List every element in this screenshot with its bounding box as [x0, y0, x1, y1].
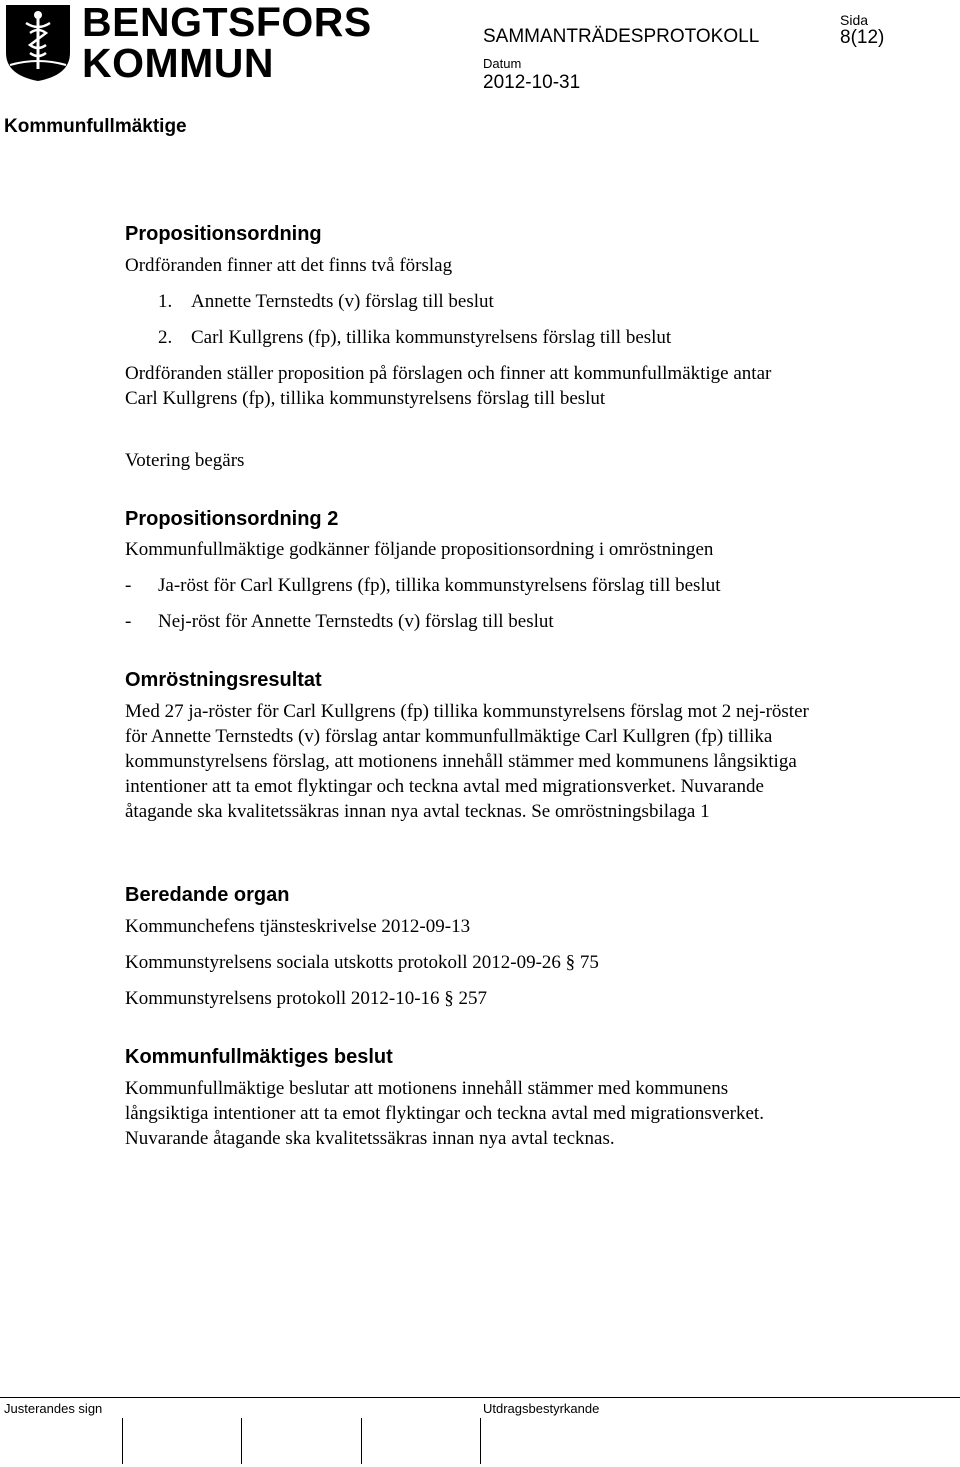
- beslut-paragraph: Kommunfullmäktige beslutar att motionens innehåll stämmer med kommunens långsiktiga intentioner att ta emot flyktingar och teckna avtal med migrationsverket. Nuvarande åtagande ska kvalitetssäkras innan nya avtal tecknas.: [125, 1078, 764, 1149]
- municipality-coat-of-arms-logo: [4, 3, 72, 83]
- signature-divider: [122, 1418, 123, 1464]
- org-name-line2: KOMMUN: [82, 40, 275, 86]
- page-number: 8(12): [840, 27, 885, 48]
- page-label: Sida: [840, 12, 869, 28]
- document-type: SAMMANTRÄDESPROTOKOLL: [483, 26, 760, 47]
- list-item-text: Nej-röst för Annette Ternstedts (v) förslag till beslut: [158, 611, 554, 632]
- meeting-date: 2012-10-31: [483, 72, 581, 93]
- governing-body: Kommunfullmäktige: [4, 116, 187, 137]
- section-heading-beredande-organ: Beredande organ: [125, 884, 290, 906]
- list-dash: -: [125, 575, 132, 596]
- prop-intro: Ordföranden finner att det finns två förslag: [125, 255, 453, 276]
- date-label: Datum: [483, 56, 522, 71]
- prop-item-1-text: Annette Ternstedts (v) förslag till beslut: [191, 291, 494, 312]
- prop-paragraph: Ordföranden ställer proposition på förslagen och finner att kommunfullmäktige antar Carl Kullgrens (fp), tillika kommunstyrelsens förslag till beslut: [125, 363, 772, 409]
- signature-divider: [241, 1418, 242, 1464]
- section-heading-omrostningsresultat: Omröstningsresultat: [125, 669, 322, 691]
- beredande-line-3: Kommunstyrelsens protokoll 2012-10-16 § 257: [125, 988, 488, 1009]
- beredande-line-1: Kommunchefens tjänsteskrivelse 2012-09-13: [125, 916, 471, 937]
- section-heading-beslut: Kommunfullmäktiges beslut: [125, 1046, 393, 1068]
- section-heading-propositionsordning-2: Propositionsordning 2: [125, 508, 339, 530]
- signature-footer: [0, 1397, 960, 1467]
- list-dash: -: [125, 611, 132, 632]
- prop2-intro: Kommunfullmäktige godkänner följande propositionsordning i omröstningen: [125, 539, 714, 560]
- section-heading-propositionsordning: Propositionsordning: [125, 223, 322, 245]
- result-paragraph: Med 27 ja-röster för Carl Kullgrens (fp) tillika kommunstyrelsens förslag mot 2 nej-röster för Annette Ternstedts (v) förslag antar kommunfullmäktige Carl Kullgren (fp) tillika kommunstyrelsens förslag, att motionens innehåll stämmer med kommunens långsiktiga intentioner att ta emot flyktingar och teckna avtal med migrationsverket. Nuvarande åtagande ska kvalitetssäkras innan nya avtal tecknas. Se omröstningsbilaga 1: [125, 701, 809, 822]
- org-name-line1: BENGTSFORS: [82, 0, 372, 45]
- signature-divider: [361, 1418, 362, 1464]
- votering-text: Votering begärs: [125, 450, 245, 471]
- beredande-line-2: Kommunstyrelsens sociala utskotts protokoll 2012-09-26 § 75: [125, 952, 599, 973]
- prop-item-1-number: 1.: [158, 291, 173, 312]
- signature-divider: [480, 1418, 481, 1464]
- utdragsbestyrkande-label: Utdragsbestyrkande: [483, 1401, 600, 1416]
- justerandes-sign-label: Justerandes sign: [4, 1401, 103, 1416]
- prop-item-2-number: 2.: [158, 327, 173, 348]
- list-item-text: Ja-röst för Carl Kullgrens (fp), tillika kommunstyrelsens förslag till beslut: [158, 575, 721, 596]
- prop-item-2-text: Carl Kullgrens (fp), tillika kommunstyrelsens förslag till beslut: [191, 327, 672, 348]
